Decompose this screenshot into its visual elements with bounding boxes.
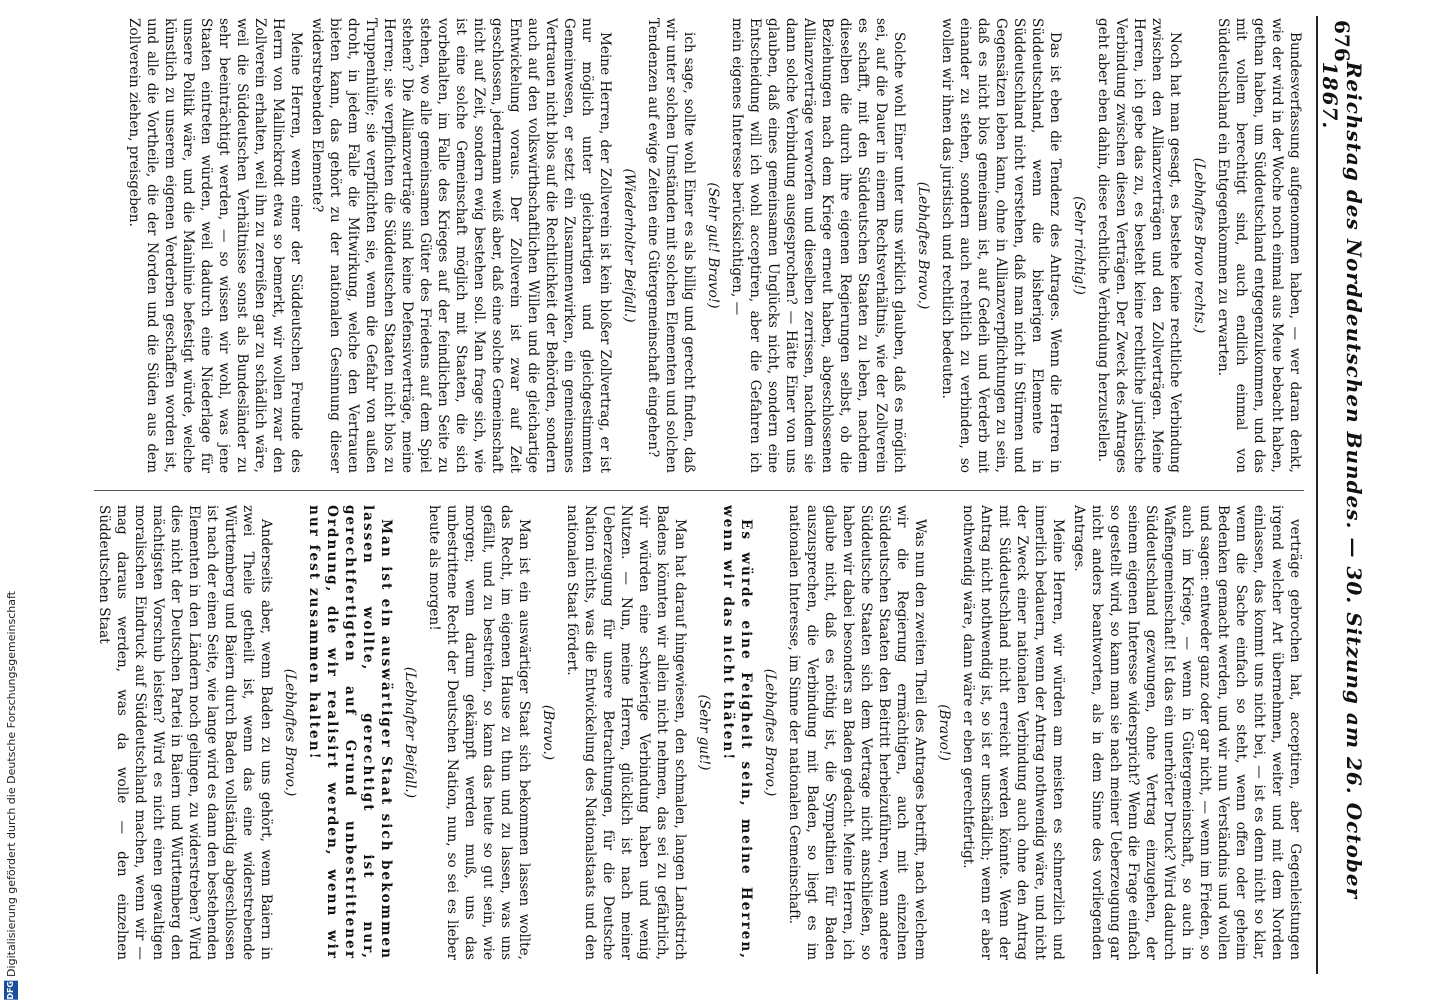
header-rule: [1316, 16, 1318, 974]
paragraph: Meine Herren, wir würden am meisten es schmerzlich und innerlich bedauern, wenn der Antrag nothwendig wäre, und nicht der Zweck einer nationalen Verbindung auch ohne den Antrag mit Süddeutschland nicht erreicht werden könnte. Wenn der Antrag nicht nothwendig ist, so ist er unschädlich; wenn er aber nothwendig wäre, dann wäre er eben gerechtfertigt.: [960, 505, 1066, 960]
applause-note: (Lebhaftes Bravo.): [915, 181, 931, 310]
text-column-right: [94, 505, 1304, 960]
paragraph: Was nun den zweiten Theil des Antrages betrifft, nach welchem wir die Regierung ermächtigen, auch mit einzelnen Süddeutschen Staaten den Beitritt herbeizuführen, wenn andere Süddeutsche Staaten sich dem Vertrage nicht anschließen, so haben wir dabei besonders an Baden gedacht. Meine Herren, ich glaube nicht, daß es nöthig ist, die Sympathien für Baden auszusprechen, die Verbindung mit Baden, so liegt es im nationalen Interesse, im Sinne der nationalen Gemeinschaft.: [786, 505, 928, 960]
digitization-credit: [0, 591, 22, 1000]
paragraph: Noch hat man gesagt, es bestehe keine rechtliche Verbindung zwischen den Allianzverträgen und den Zollverträgen. Meine Herren, ich gebe das zu, es besteht keine rechtliche juristische Verbindung zwischen diesen Verträgen. Der Zweck des Antrages geht aber eben dahin, diese rechtliche Verbindung herzustellen.: [1095, 18, 1183, 473]
paragraph: Man ist ein auswärtiger Staat sich bekommen lassen wollte, das Recht, im eigenen Hause zu thun und zu lassen, was uns gefällt, und zu bestreiten, so kann das heute so gut sein, wie morgen; wenn darum gekämpft werden muß, uns das unbestrittene Recht der Deutschen Nation, nun, so sei es lieber heute als morgen!: [426, 505, 532, 960]
applause-note: (Lebhafter Beifall.): [402, 666, 418, 799]
dfg-logo: DFG: [4, 981, 18, 1000]
running-head: Reichstag des Norddeutschen Bundes. — 30. Sitzung am 26. October 1867.: [1318, 61, 1366, 900]
applause-note: (Lebhaftes Bravo.): [762, 668, 778, 797]
applause-note: (Sehr gut!): [696, 694, 712, 771]
applause-note: (Sehr gut! Bravo!): [705, 182, 721, 309]
paragraph: Das ist eben die Tendenz des Antrages. Wenn die Herren in Süddeutschland, wenn die bisherigen Elemente in Süddeutschland nicht verstehen, daß man nicht in Stürmen und Gegensätzen leben kann, ohne in Allianzverpflichtungen zu sein, daß es nicht blos gemeinsam ist, auf Gedeih und Verderb mit einander zu stehen, sondern auch rechtlich zu verbinden, so wollen wir ihnen das juristisch und rechtlich bedeuten.: [939, 18, 1063, 473]
applause-note: (Sehr richtig!): [1071, 196, 1087, 295]
paragraph: Meine Herren, wenn einer der Süddeutschen Freunde des Herrn von Mallinckrodt etwa so bemerkt, wir wollen zwar den Zollverein erhalten, weil ihn zu zerreißen gar zu schädlich wäre, weil die Süddeutschen Verhältnisse sonst als Bundesländer zu sehr beeinträchtigt werden, — so wissen wir wohl, was jene Staaten eintreten würden, weil dadurch eine Niederlage für unsere Politik wäre, und die Mainlinie befestigt würde, welche künstlich zu unserem eigenen Verderben geschaffen worden ist, und alle die Vortheile, die der Norden und die Süden aus dem Zollverein ziehen, preisgeben.: [126, 18, 304, 473]
applause-note: (Lebhaftes Bravo rechts.): [1191, 157, 1207, 334]
paragraph: verträge gebrochen hat, acceptiren, aber Gegenleistungen irgend welcher Art übernehmen, weiter und mit dem Norden einlassen, das kommt uns nicht bei, — ist es denn nicht so klar, wenn die Sache einfach so steht, wenn offen oder geheim Bedenken gemacht werden, und wir nun Verständnis und wollen und sagen: entweder ganz oder gar nicht, — wenn im Frieden, so auch im Kriege, — wenn in Gütergemeinschaft, so auch in Waffengemeinschaft! Ist das ein unerhörter Druck? Wird dadurch Süddeutschland gezwungen, ohne Vertrag einzugehen, der seinem eigenen Interesse widerspricht? Wenn die Frage einfach so gestellt wird, so kann man sie nach meiner Ueberzeugung gar nicht anders beantworten, als in dem Sinne des vorliegenden Antrages.: [1071, 505, 1303, 960]
paragraph: Man hat darauf hingewiesen, den schmalen, langen Landstrich Badens könnten wir allein nicht nehmen, das sei zu gefährlich, wir würden eine schwierige Verbindung haben und wenig Nutzen. — Nun, meine Herren, glücklich ist nach meiner Ueberzeugung für unsere Betrachtungen, für die Deutsche Nation nichts, was die Entwickelung des Nationalstaats und den nationalen Staat fördert.: [564, 505, 688, 960]
page-number: 676: [1330, 20, 1354, 62]
applause-note: (Lebhaftes Bravo.): [282, 668, 298, 797]
paragraph: ich sage, sollte wohl Einer es als billig und gerecht finden, daß wir unter solchen Umständen mit solchen Elementen und solchen Tendenzen auf ewige Zeiten eine Gütergemeinschaft eingehen?: [645, 18, 697, 473]
page-header: [1318, 20, 1366, 970]
paragraph: Anderseits aber, wenn Baden zu uns gehört, wenn Baiern in zwei Theile getheilt ist, wenn das eine widerstrebende Württemberg und Baiern durch Baden vollständig abgeschlossen ist nach der einen Seite, wie lange wird es dann den bestehenden Elementen in den Ländern noch gelingen, zu widerstreben? Wird dies nicht der Deutschen Partei in Baiern und Württemberg den mächtigsten Vorschub leisten? Wird es nicht einen gewaltigen moralischen Eindruck auf Süddeutschland machen, wenn wir — mag daraus werden, was da wolle — den einzelnen Süddeutschen Staat: [96, 505, 274, 960]
paragraph: Solche wohl Einer unter uns wirklich glauben, daß es möglich sei, auf die Dauer in einem Rechtsverhältnis, wie der Zollverein es schafft, mit den Süddeutschen Staaten zu leben, nachdem dieselben die durch ihre eigenen Regierungen selbst, ob die Beziehungen nach dem Kriege erneut haben, abgeschlossenen Allianzverträge verworfen und dieselben zerrissen, nachdem sie dann solche Verbindung ausgesprochen? — Hätte Einer von uns glauben, daß eines gemeinsamen Unglücks nicht, sondern eine Entscheidung will ich wohl acceptiren, aber die Gefahren ich mein eigenes Interesse berücksichtigen, —: [729, 18, 907, 473]
applause-note: (Bravo!): [936, 704, 952, 761]
paragraph: Meine Herren, der Zollverein ist kein bloßer Zollvertrag, er ist nur möglich unter gleichartigen und gleichgestimmten Gemeinwesen, er setzt ein Zusammenwirken, ein gemeinsames Vertrauen nicht blos auf die Rechtlichkeit der Behörden, sondern auch auf den volkswirthschaftlichen Willen und die gleichartige Entwickelung voraus. Der Zollverein ist zwar auf Zeit geschlossen, jedermann weiß aber, daß eine solche Gemeinschaft nicht auf Zeit, sondern ewig bestehen soll. Man frage sich, wie ist eine solche Gemeinschaft möglich mit Staaten, die sich vorbehalten, im Falle des Krieges auf der feindlichen Seite zu stehen, wo alle gemeinsamen Güter des Friedens auf dem Spiel stehen? Die Allianzverträge sind keine Defensivverträge, meine Herren; sie verpflichten die Süddeutschen Staaten nicht blos zu Truppenhülfe; sie verpflichten sie, wenn die Gefahr von außen droht, in jedem Falle die Mitwirkung, welche den Vertrauen bieten kann, das gehört zu der nationalen Gesinnung dieser widerstrebenden Elemente?: [309, 18, 613, 473]
text-column-left: [94, 18, 1304, 473]
applause-note: (Bravo.): [540, 704, 556, 761]
footer-text: Digitalisierung gefördert durch die Deutsche Forschungsgemeinschaft: [4, 591, 18, 978]
applause-note: (Wiederholter Beifall.): [621, 168, 637, 323]
paragraph: Man ist ein auswärtiger Staat sich bekommen lassen wollte, gerechtigt ist nur, gerechtfertigten auf Grund unbestrittener Ordnung, die wir realisirt werden, wenn wir nur fest zusammen halten!: [306, 505, 394, 960]
column-divider: [94, 490, 1304, 491]
paragraph: Es würde eine Feigheit sein, meine Herren, wenn wir das nicht thäten!: [720, 505, 754, 960]
paragraph: Bundesverfassung aufgenommen haben, — wer daran denkt, wie der wird in der Woche noch einmal aus Meue bebacht haben, gethan haben, um Süddeutschland entgegenzukommen, und das mit vollem berechtigt sind, auch endlich einmal von Süddeutschland ein Entgegenkommen zu erwarten.: [1215, 18, 1303, 473]
